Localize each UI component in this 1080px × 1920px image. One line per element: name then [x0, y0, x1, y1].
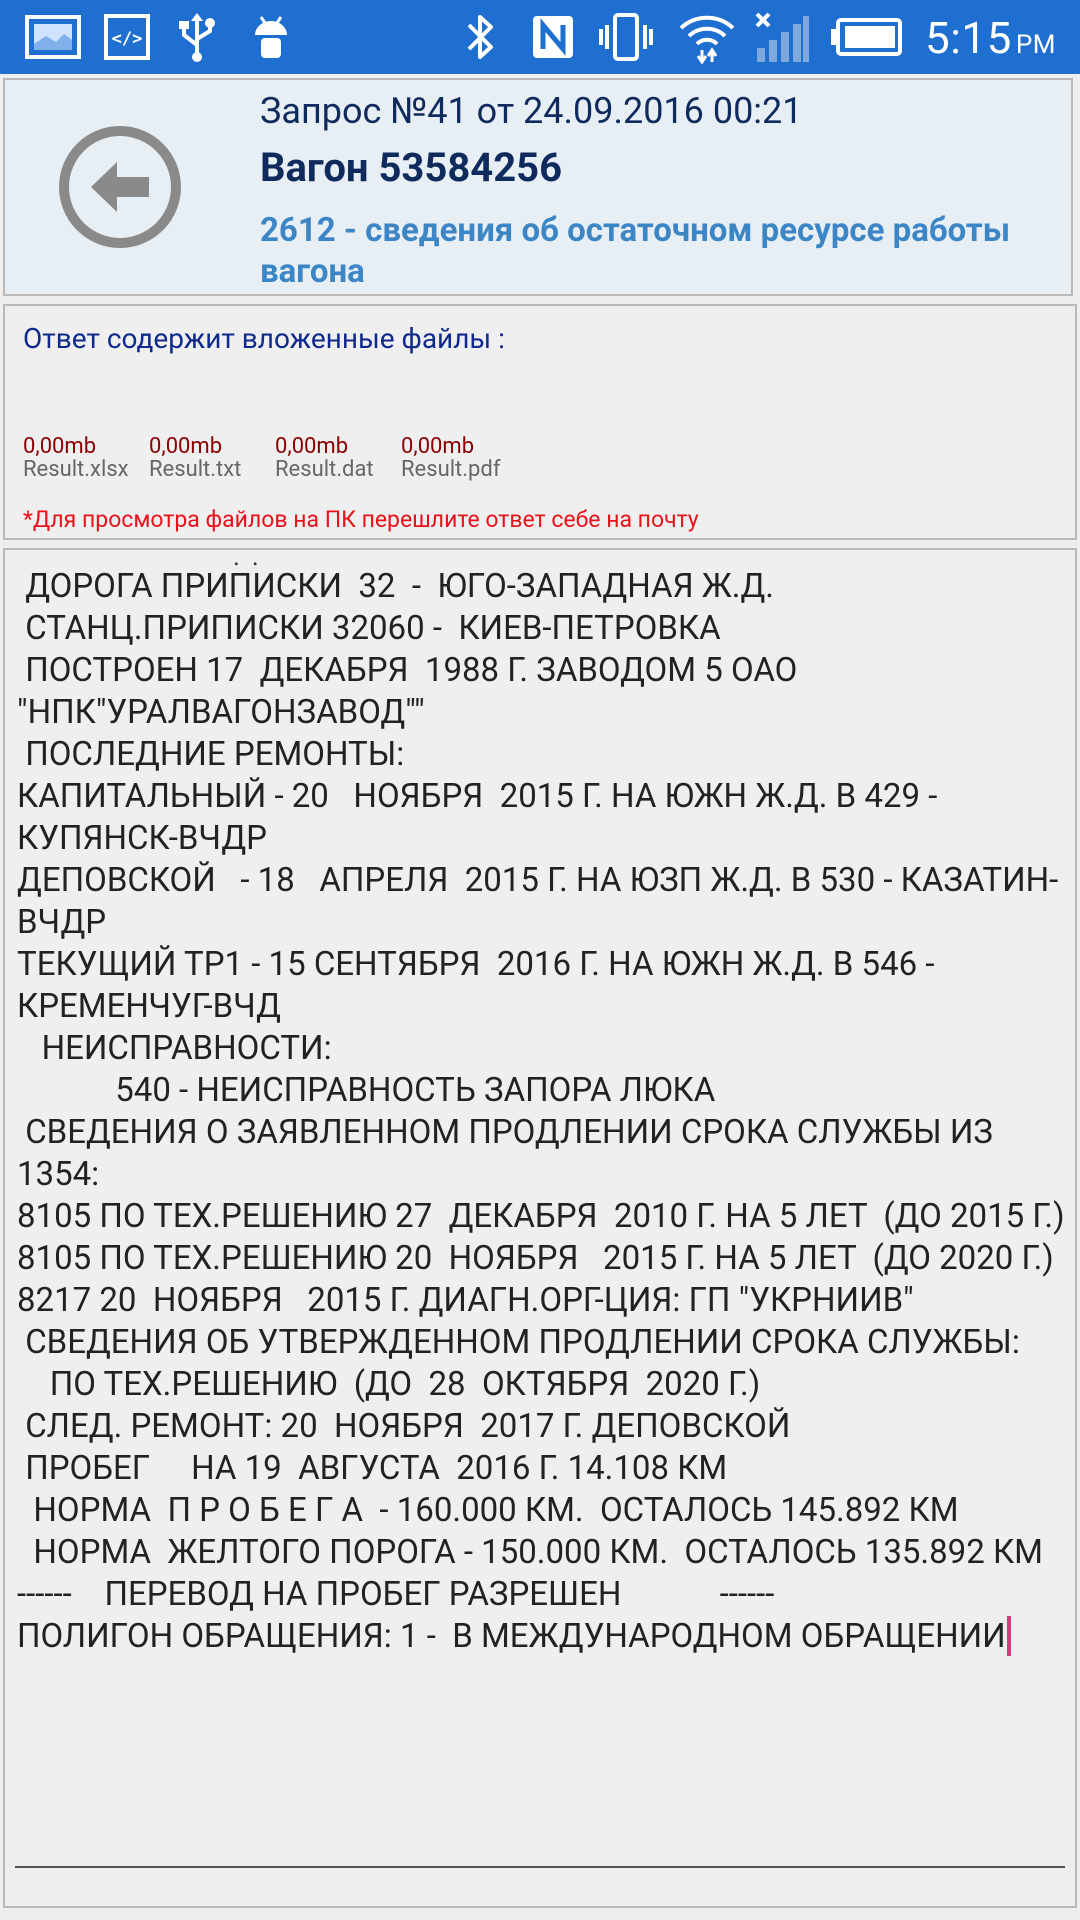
bluetooth-icon: [458, 10, 502, 64]
response-text: ДОРОГА ПРИПИСКИ 32 - ЮГО-ЗАПАДНАЯ Ж.Д. СТАНЦ.ПРИПИСКИ 32060 - КИЕВ-ПЕТРОВКА ПОСТРОЕН 17 ДЕКАБРЯ 1988 Г. ЗАВОДОМ 5 ОАО "НПК"УРАЛВАГОНЗАВОД"" ПОСЛЕДНИЕ РЕМОНТЫ: КАПИТАЛЬНЫЙ - 20 НОЯБРЯ 2015 Г. НА ЮЖН Ж.Д. В 429 - КУПЯНСК-ВЧДР ДЕПОВСКОЙ - 18 АПРЕЛЯ 2015 Г. НА ЮЗП Ж.Д. В 530 - КАЗАТИН-ВЧДР ТЕКУЩИЙ ТР1 - 15 СЕНТЯБРЯ 2016 Г. НА ЮЖН Ж.Д. В 546 - КРЕМЕНЧУГ-ВЧД НЕИСПРАВНОСТИ: 540 - НЕИСПРАВНОСТЬ ЗАПОРА ЛЮКА СВЕДЕНИЯ О ЗАЯВЛЕННОМ ПРОДЛЕНИИ СРОКА СЛУЖБЫ ИЗ 1354: 8105 ПО ТЕХ.РЕШЕНИЮ 27 ДЕКАБРЯ 2010 Г. НА 5 ЛЕТ (ДО 2015 Г.) 8105 ПО ТЕХ.РЕШЕНИЮ 20 НОЯБРЯ 2015 Г. НА 5 ЛЕТ (ДО 2020 Г.) 8217 20 НОЯБРЯ 2015 Г. ДИАГН.ОРГ-ЦИЯ: ГП "УКРНИИВ" СВЕДЕНИЯ ОБ УТВЕРЖДЕННОМ ПРОДЛЕНИИ СРОКА СЛУЖБЫ: ПО ТЕХ.РЕШЕНИЮ (ДО 28 ОКТЯБРЯ 2020 Г.) СЛЕД. РЕМОНТ: 20 НОЯБРЯ 2017 Г. ДЕПОВСКОЙ ПРОБЕГ НА 19 АВГУСТА 2016 Г. 14.108 КМ НОРМА П Р О Б Е Г А - 160.000 КМ. ОСТАЛОСЬ 145.892 КМ НОРМА ЖЕЛТОГО ПОРОГА - 150.000 КМ. ОСТАЛОСЬ 135.892 КМ ------ ПЕРЕВОД НА ПРОБЕГ РАЗРЕШЕН ------ ПОЛИГОН ОБРАЩЕНИЯ: 1 - В МЕЖДУНАРОДНОМ ОБРАЩЕНИИ: [17, 567, 1065, 1656]
request-header: [3, 78, 1073, 296]
text-field-underline: [15, 1866, 1065, 1868]
file-size: 0,00mb: [401, 434, 475, 459]
request-number: Запрос №41 от 24.09.2016 00:21: [260, 90, 803, 132]
vibrate-icon: [596, 10, 656, 64]
attachments-title: Ответ содержит вложенные файлы :: [23, 322, 505, 355]
android-icon: [246, 10, 296, 64]
scroll-dots: ..: [233, 548, 271, 572]
usb-icon: [172, 10, 222, 64]
file-name: Result.pdf: [401, 457, 501, 482]
file-name: Result.dat: [275, 457, 374, 482]
file-size: 0,00mb: [149, 434, 223, 459]
file-name: Result.txt: [149, 457, 242, 482]
response-text-area[interactable]: [3, 548, 1077, 1908]
request-subtitle: 2612 - сведения об остаточном ресурсе работы вагона: [260, 211, 1011, 291]
back-button[interactable]: [57, 124, 183, 250]
nfc-icon: [528, 10, 578, 64]
file-size: 0,00mb: [275, 434, 349, 459]
svg-text:</>: </>: [111, 29, 143, 49]
battery-icon: [828, 10, 904, 64]
code-icon: [102, 10, 152, 64]
attachment-file[interactable]: [23, 436, 129, 482]
file-size: 0,00mb: [23, 434, 97, 459]
file-name: Result.xlsx: [23, 457, 129, 482]
clock: [925, 12, 1056, 64]
clock-ampm: PM: [1015, 30, 1056, 60]
wifi-icon: [676, 10, 738, 64]
wagon-number: Вагон 53584256: [260, 144, 563, 191]
back-arrow-icon: [57, 124, 183, 250]
attachment-file[interactable]: [275, 436, 374, 482]
status-bar: [0, 0, 1080, 74]
attachment-file[interactable]: [401, 436, 500, 482]
attachment-file[interactable]: [149, 436, 241, 482]
text-cursor: [1007, 1616, 1011, 1656]
response-text-wrap: [17, 566, 1067, 1658]
attachments-panel: [3, 304, 1077, 540]
gallery-icon: [22, 10, 84, 64]
signal-icon: [752, 10, 812, 64]
clock-time: 5:15: [925, 12, 1012, 64]
attachments-note: *Для просмотра файлов на ПК перешлите ответ себе на почту: [23, 506, 699, 533]
